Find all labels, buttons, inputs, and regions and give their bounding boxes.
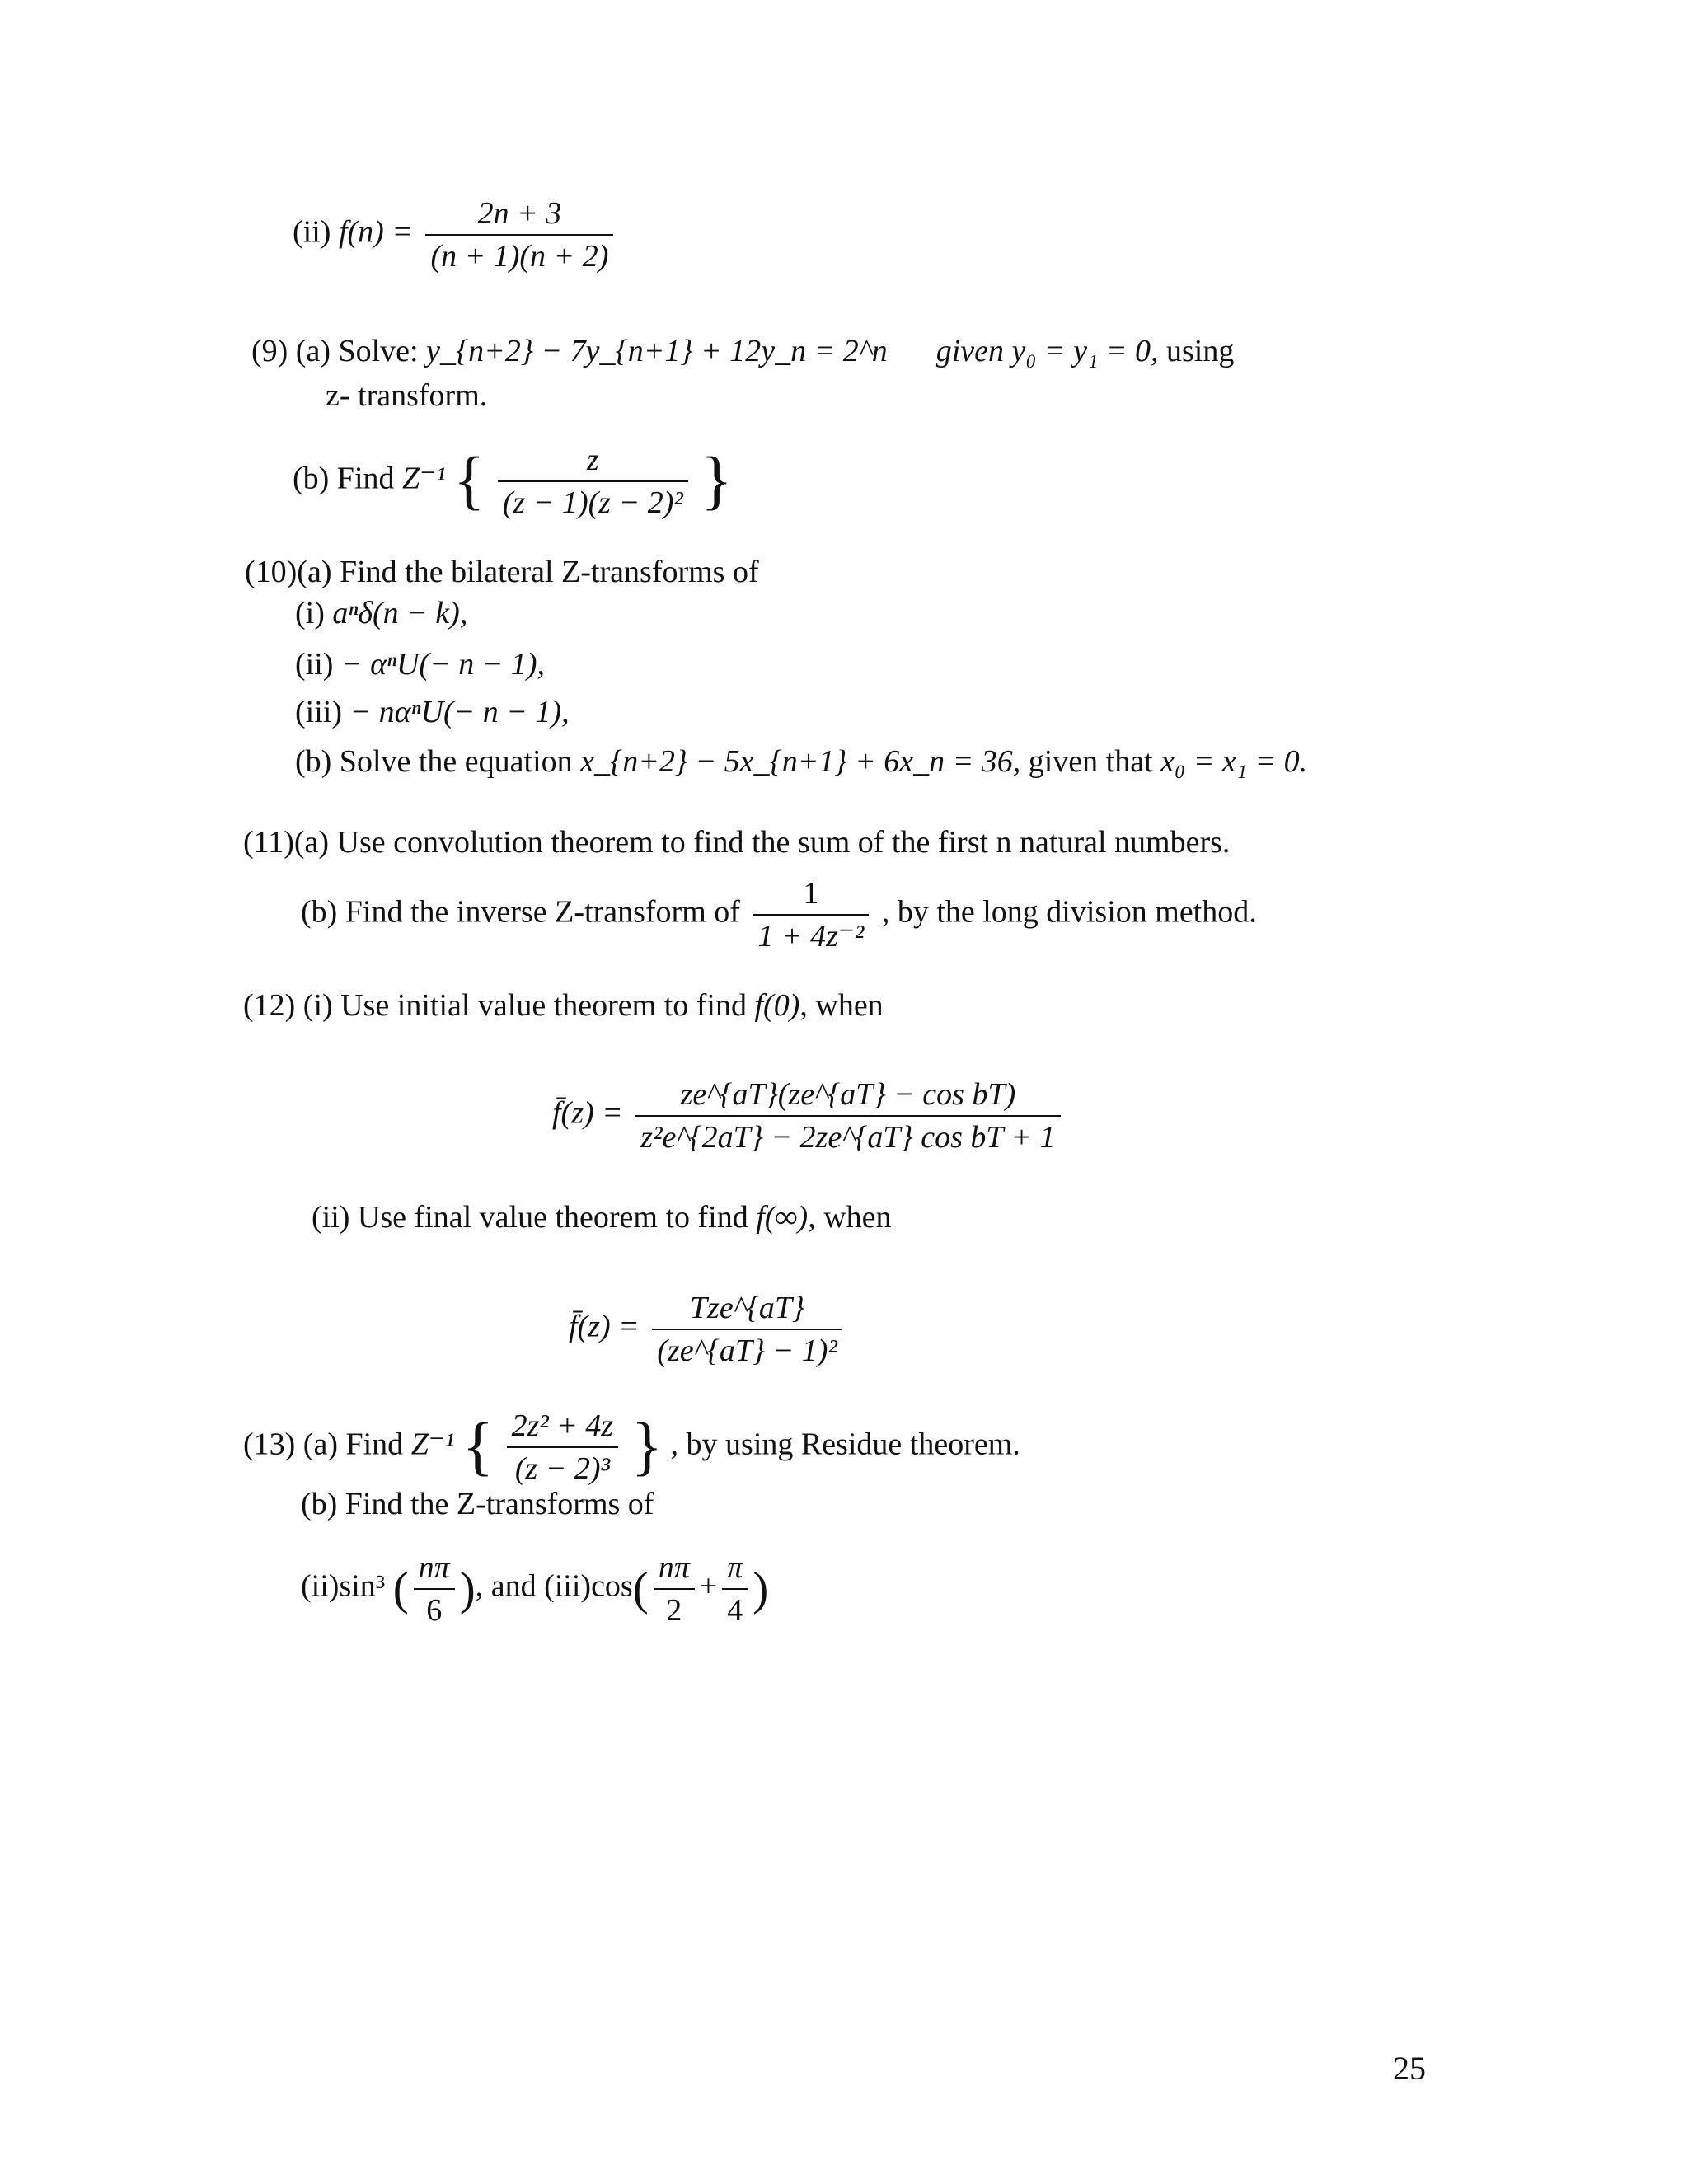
q13b-paren-open-2: ( xyxy=(632,1563,649,1615)
q9b-line xyxy=(293,442,733,521)
q9b-numerator: z xyxy=(586,443,599,477)
q9b-denominator: (z − 1)(z − 2)² xyxy=(498,480,688,521)
q13b-and: , and xyxy=(475,1568,537,1604)
q12i-line xyxy=(243,987,884,1024)
q11b-text-end: , by the long division method. xyxy=(881,894,1257,930)
q9b-operator: Z⁻¹ xyxy=(402,461,446,496)
q12i-formula xyxy=(552,1076,1066,1155)
q13b-frac3-numerator: π xyxy=(727,1550,743,1585)
q10a-label: (10)(a) Find the bilateral Z-transforms of xyxy=(245,555,759,589)
q13a-operator: Z⁻¹ xyxy=(410,1427,455,1462)
q13b-cos: cos xyxy=(591,1568,633,1604)
q12ii-formula xyxy=(569,1290,847,1369)
q13a-line xyxy=(243,1408,1020,1487)
q8ii-fraction xyxy=(425,195,613,274)
q9a-label: (9) (a) Solve: xyxy=(251,334,419,368)
q12ii-numerator: Tze^{aT} xyxy=(689,1291,805,1325)
q11a-line: (11)(a) Use convolution theorem to find the sum of the first n natural numbers. xyxy=(243,825,1231,860)
q12ii-line xyxy=(312,1199,892,1235)
q10-item-ii xyxy=(295,646,545,682)
q13a-numerator: 2z² + 4z xyxy=(511,1408,614,1443)
q10b-line xyxy=(295,743,1307,780)
q9a-using: using xyxy=(1165,334,1235,368)
q13b-frac3-denominator: 4 xyxy=(722,1588,748,1629)
q9a-given: given y₀ = y₁ = 0, xyxy=(935,334,1159,368)
q12i-when: , when xyxy=(799,988,884,1023)
q10-item-ii-label: (ii) xyxy=(295,647,334,682)
q10-item-i-label: (i) xyxy=(295,596,325,630)
q13b-frac1-numerator: nπ xyxy=(418,1550,450,1585)
q10b-equation: x_{n+2} − 5x_{n+1} + 6x_n = 36, xyxy=(580,744,1021,779)
q13b-fraction-2 xyxy=(654,1549,695,1629)
q10-item-iii xyxy=(295,694,570,730)
q13b-paren-close-1: ) xyxy=(459,1563,476,1615)
q13b-frac1-denominator: 6 xyxy=(414,1588,455,1629)
q10b-given: given that xyxy=(1028,744,1153,779)
q10b-label: (b) Solve the equation xyxy=(295,744,573,779)
q13a-denominator: (z − 2)³ xyxy=(507,1446,619,1487)
q13a-label: (13) (a) Find xyxy=(243,1427,404,1462)
q9b-open-brace: { xyxy=(453,444,485,518)
q13b-frac2-numerator: nπ xyxy=(658,1550,690,1585)
q13b-plus: + xyxy=(699,1568,718,1604)
q11b-denominator: 1 + 4z⁻² xyxy=(753,914,869,954)
q12ii-f: f(∞) xyxy=(756,1200,809,1235)
q10-item-iii-expr: − nαⁿU(− n − 1), xyxy=(349,695,570,729)
q9a-line xyxy=(251,333,1234,369)
q11b-fraction xyxy=(753,875,869,954)
q13a-fraction xyxy=(507,1408,619,1487)
q13b-fraction-3 xyxy=(722,1549,748,1629)
q13b-paren-close-2: ) xyxy=(753,1563,769,1615)
q13a-text: , by using Residue theorem. xyxy=(670,1427,1020,1462)
q12i-numerator: ze^{aT}(ze^{aT} − cos bT) xyxy=(680,1077,1016,1112)
q13b-frac2-denominator: 2 xyxy=(654,1588,695,1629)
q10b-condition: x₀ = x₁ = 0. xyxy=(1160,744,1308,779)
q13b-paren-open-1: ( xyxy=(392,1563,409,1615)
q13b-fraction-1 xyxy=(414,1549,455,1629)
q11b-text: (b) Find the inverse Z-transform of xyxy=(301,894,740,930)
q10-item-ii-expr: − αⁿU(− n − 1), xyxy=(340,647,546,682)
q10-item-iii-label: (iii) xyxy=(295,695,342,729)
q8ii-denominator: (n + 1)(n + 2) xyxy=(425,234,613,274)
q9a-line2: z- transform. xyxy=(326,378,488,413)
q9b-fraction xyxy=(498,442,688,521)
q8ii-lhs: f(n) = xyxy=(338,214,413,250)
q8ii-label: (ii) xyxy=(293,214,331,250)
q8ii-numerator: 2n + 3 xyxy=(477,196,562,231)
q10-item-i-expr: aⁿδ(n − k), xyxy=(332,596,468,630)
q12ii-text: (ii) Use final value theorem to find xyxy=(312,1200,748,1235)
q12ii-denominator: (ze^{aT} − 1)² xyxy=(652,1329,842,1369)
q12i-f: f(0) xyxy=(754,988,800,1023)
q9a-equation: y_{n+2} − 7y_{n+1} + 12y_n = 2^n xyxy=(426,334,888,368)
q12i-lhs: f̄(z) = xyxy=(552,1095,623,1131)
q13b-label: (b) Find the Z-transforms of xyxy=(301,1487,654,1521)
q13b-sin: sin³ xyxy=(339,1568,386,1604)
q11b-numerator: 1 xyxy=(803,876,819,911)
q13b-ii-label: (ii) xyxy=(301,1568,340,1604)
q9b-close-brace: } xyxy=(701,444,733,518)
q12i-denominator: z²e^{2aT} − 2ze^{aT} cos bT + 1 xyxy=(635,1115,1060,1155)
q10-item-i xyxy=(295,595,467,631)
q12i-text: (12) (i) Use initial value theorem to find xyxy=(243,988,747,1023)
q12i-fraction xyxy=(635,1076,1060,1155)
q12ii-when: , when xyxy=(808,1200,892,1235)
q13b-iii-label: (iii) xyxy=(544,1568,592,1604)
page-number: 25 xyxy=(1393,2050,1426,2087)
q9b-label: (b) Find xyxy=(293,461,395,496)
q13a-close-brace: } xyxy=(631,1410,663,1483)
q8-part-ii xyxy=(293,195,618,274)
q11b-line xyxy=(301,875,1257,954)
q12ii-lhs: f̄(z) = xyxy=(569,1309,640,1344)
q13a-open-brace: { xyxy=(462,1410,495,1483)
q13b-expressions xyxy=(301,1549,768,1629)
q12ii-fraction xyxy=(652,1290,842,1369)
